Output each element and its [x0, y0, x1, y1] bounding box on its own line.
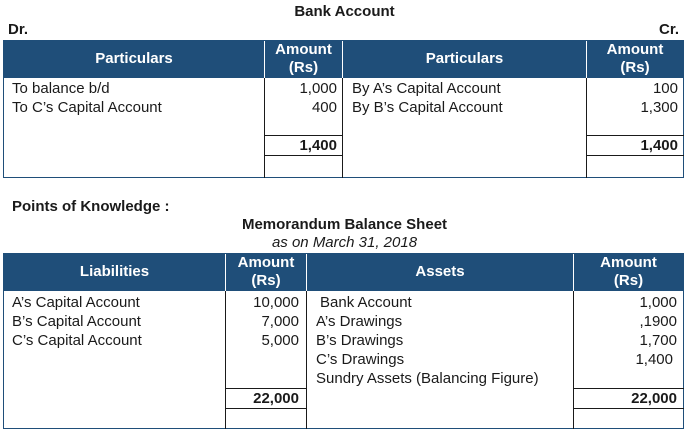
- asset-amount: 1,000: [639, 294, 677, 311]
- credit-particular: By A’s Capital Account: [352, 80, 501, 97]
- debit-label: Dr.: [8, 21, 29, 38]
- total-line: [264, 155, 342, 156]
- divider: [306, 291, 307, 429]
- liability-amount: 7,000: [261, 313, 299, 330]
- header-amount-left: Amount (Rs): [265, 40, 342, 78]
- asset-item: Bank Account: [320, 294, 412, 311]
- asset-item: A’s Drawings: [316, 313, 403, 330]
- divider: [342, 78, 343, 178]
- memo-subtitle: as on March 31, 2018: [271, 234, 418, 251]
- asset-item: Sundry Assets (Balancing Figure): [316, 370, 539, 387]
- debit-amount: 1,000: [299, 80, 337, 97]
- total-line: [586, 155, 684, 156]
- memo-title: Memorandum Balance Sheet: [241, 216, 448, 233]
- credit-amount: 1,300: [640, 99, 678, 116]
- header-liabilities: Liabilities: [4, 253, 225, 291]
- credit-amount: 100: [652, 80, 678, 97]
- debit-particular: To balance b/d: [12, 80, 110, 97]
- asset-amount: 1,400: [635, 351, 673, 368]
- liability-item: B’s Capital Account: [12, 313, 141, 330]
- points-heading: Points of Knowledge :: [12, 198, 170, 215]
- header-particulars-right: Particulars: [343, 40, 586, 78]
- bank-account-title: Bank Account: [294, 3, 395, 20]
- total-line: [225, 408, 306, 409]
- assets-total: 22,000: [631, 390, 677, 407]
- debit-total: 1,400: [299, 137, 337, 154]
- asset-amount: 1,700: [639, 332, 677, 349]
- header-amount-right: Amount (Rs): [587, 40, 683, 78]
- header-amount-right: Amount (Rs): [574, 253, 683, 291]
- total-line: [573, 408, 684, 409]
- credit-total: 1,400: [640, 137, 678, 154]
- header-amount-left: Amount (Rs): [226, 253, 306, 291]
- liability-item: C’s Capital Account: [12, 332, 142, 349]
- debit-particular: To C’s Capital Account: [12, 99, 162, 116]
- credit-label: Cr.: [658, 21, 679, 38]
- liability-amount: 10,000: [253, 294, 299, 311]
- asset-item: C’s Drawings: [316, 351, 405, 368]
- header-assets: Assets: [307, 253, 573, 291]
- liability-item: A’s Capital Account: [12, 294, 140, 311]
- liabilities-total: 22,000: [253, 390, 299, 407]
- header-particulars-left: Particulars: [4, 40, 264, 78]
- credit-particular: By B’s Capital Account: [352, 99, 503, 116]
- asset-item: B’s Drawings: [316, 332, 404, 349]
- asset-amount: ,1900: [639, 313, 677, 330]
- debit-amount: 400: [311, 99, 337, 116]
- liability-amount: 5,000: [261, 332, 299, 349]
